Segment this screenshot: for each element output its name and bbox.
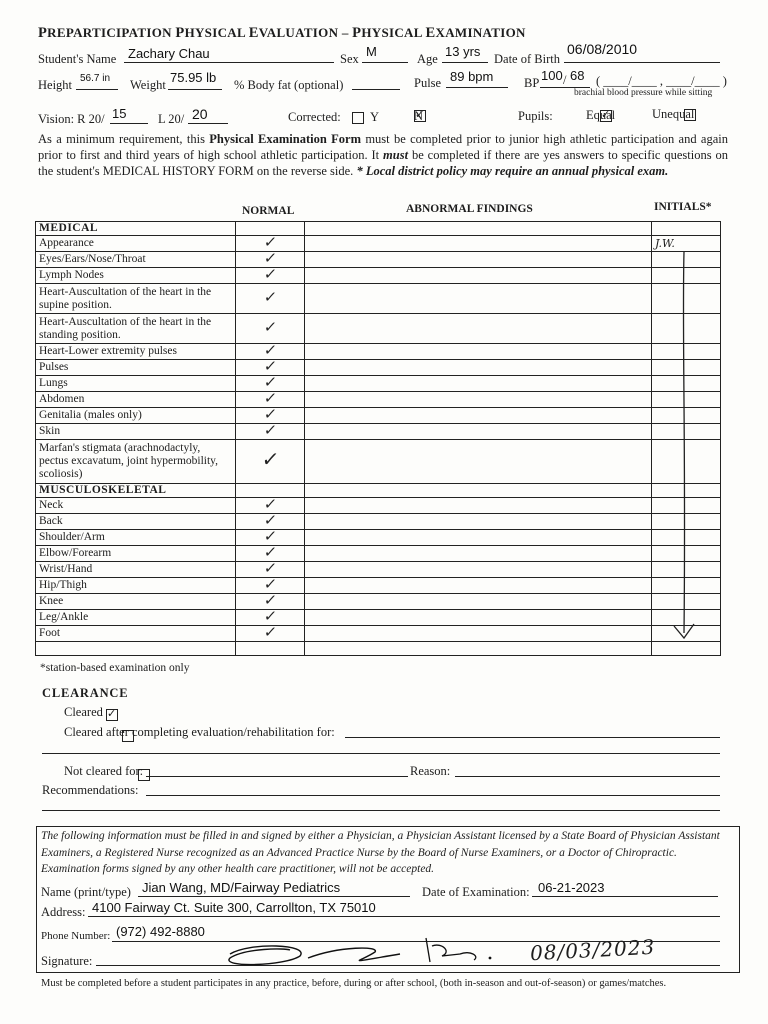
signature-scribble (190, 932, 520, 972)
station-note: *station-based examination only (40, 662, 190, 674)
exam-date-label: Date of Examination: (422, 885, 530, 899)
bp-slash: / (563, 73, 567, 87)
exam-row-label: Knee (36, 594, 236, 610)
recommendations-label: Recommendations: (42, 783, 139, 797)
abnormal-cell[interactable] (305, 314, 652, 344)
bp-extra-readings: ( ____/____ , ____/____ ) (596, 74, 727, 88)
cleared-after-label: Cleared after completing evaluation/rehabilitation for: (64, 725, 335, 739)
abnormal-cell[interactable] (305, 530, 652, 546)
abnormal-cell[interactable] (305, 514, 652, 530)
age-field[interactable]: 13 yrs (445, 44, 481, 59)
abnormal-cell[interactable] (305, 252, 652, 268)
pulse-label: Pulse (414, 76, 442, 90)
abnormal-cell[interactable] (305, 344, 652, 360)
phone-field[interactable]: (972) 492-8880 (116, 924, 205, 939)
initials-arrow-mark (660, 248, 710, 648)
signature-date: 08/03/2023 (529, 934, 656, 966)
col-abnormal-header: ABNORMAL FINDINGS (406, 203, 533, 215)
abnormal-cell[interactable] (305, 408, 652, 424)
exam-table (35, 221, 721, 656)
footer-note: Must be completed before a student participates in any practice, before, during or after school, (both in-season and out-of-season) or games/matches. (41, 978, 667, 989)
form-title: PREPARTICIPATION PHYSICAL EVALUATION – PHYSICAL EXAMINATION (38, 25, 526, 41)
not-cleared-label: Not cleared for: (64, 764, 144, 778)
abnormal-cell[interactable] (305, 284, 652, 314)
abnormal-cell[interactable] (305, 424, 652, 440)
section-musculoskeletal: MUSCULOSKELETAL (36, 484, 236, 498)
vision-left-label: L 20/ (158, 112, 185, 126)
exam-row-label: Abdomen (36, 392, 236, 408)
normal-cell[interactable]: ✓ (236, 498, 305, 514)
bp-label: BP (524, 76, 540, 90)
corrected-label: Corrected: (288, 110, 341, 124)
normal-cell[interactable]: ✓ (236, 562, 305, 578)
sex-field[interactable]: M (366, 44, 377, 59)
dob-field[interactable]: 06/08/2010 (567, 41, 638, 57)
bp-systolic-field[interactable]: 100 (541, 68, 563, 83)
pulse-field[interactable]: 89 bpm (450, 69, 494, 84)
exam-row-label: Neck (36, 498, 236, 514)
exam-row-label: Appearance (36, 236, 236, 252)
abnormal-cell[interactable] (305, 376, 652, 392)
exam-row-label: Hip/Thigh (36, 578, 236, 594)
normal-cell[interactable]: ✓ (236, 408, 305, 424)
abnormal-cell[interactable] (305, 392, 652, 408)
abnormal-cell[interactable] (305, 626, 652, 642)
normal-cell[interactable]: ✓ (236, 626, 305, 642)
exam-date-field[interactable]: 06-21-2023 (538, 880, 605, 895)
normal-cell[interactable]: ✓ (236, 424, 305, 440)
normal-cell[interactable]: ✓ (236, 594, 305, 610)
exam-row-label: Foot (36, 626, 236, 642)
height-label: Height (38, 78, 73, 92)
cleared-label: Cleared (64, 705, 103, 719)
normal-cell[interactable]: ✓ (236, 236, 305, 252)
abnormal-cell[interactable] (305, 268, 652, 284)
address-field[interactable]: 4100 Fairway Ct. Suite 300, Carrollton, TX 75010 (92, 900, 376, 915)
vision-right-label: Vision: R 20/ (38, 112, 105, 126)
student-name-field[interactable]: Zachary Chau (128, 46, 210, 61)
reason-label: Reason: (410, 764, 451, 778)
abnormal-cell[interactable] (305, 546, 652, 562)
address-label: Address: (41, 905, 86, 919)
exam-row-label: Heart-Auscultation of the heart in the standing position. (36, 314, 236, 344)
normal-cell[interactable]: ✓ (236, 578, 305, 594)
abnormal-cell[interactable] (305, 498, 652, 514)
signature-label: Signature: (41, 954, 93, 968)
weight-field[interactable]: 75.95 lb (170, 70, 217, 85)
sex-label: Sex (340, 52, 359, 66)
abnormal-cell[interactable] (305, 578, 652, 594)
exam-row-label: Elbow/Forearm (36, 546, 236, 562)
exam-row-label: Genitalia (males only) (36, 408, 236, 424)
normal-cell[interactable]: ✓ (236, 376, 305, 392)
height-field[interactable]: 56.7 in (80, 73, 111, 84)
vision-right-field[interactable]: 15 (112, 106, 127, 121)
bp-diastolic-field[interactable]: 68 (570, 68, 585, 83)
exam-row-label: Leg/Ankle (36, 610, 236, 626)
normal-cell[interactable]: ✓ (236, 514, 305, 530)
physician-notice: The following information must be filled in and signed by either a Physician, a Physician Assistant licensed by a State Board of Physician Assistant Examiners, a Registered Nurse recognized as an Advanced Practice Nurse by the Board of Nurse Examiners, or a Doctor of Chiropractic. Examination forms signed by any other health care practitioner, will not be accepted. (41, 830, 720, 875)
normal-cell[interactable]: ✓ (236, 360, 305, 376)
exam-row-label: Heart-Lower extremity pulses (36, 344, 236, 360)
corrected-yes-label: Y (370, 110, 380, 124)
bp-note: brachial blood pressure while sitting (574, 88, 713, 98)
exam-row-label: Marfan's stigmata (arachnodactyly, pectus excavatum, joint hypermobility, scoliosis) (36, 440, 236, 484)
dob-label: Date of Birth (494, 52, 560, 66)
normal-cell[interactable]: ✓ (236, 314, 305, 344)
exam-row-label: Skin (36, 424, 236, 440)
physician-name-label: Name (print/type) (41, 885, 131, 899)
exam-row-label: Heart-Auscultation of the heart in the supine position. (36, 284, 236, 314)
pupils-unequal-label: Unequal (652, 107, 695, 121)
exam-row-label: Back (36, 514, 236, 530)
intro-paragraph: As a minimum requirement, this Physical Examination Form must be completed prior to junior high athletic participation and again prior to first and third years of high school athletic participation. It must be completed if there are yes answers to specific questions on the student's MEDICAL HISTORY FORM on the reverse side. * Local district policy may require an annual physical exam. (38, 132, 728, 178)
col-normal-header: NORMAL (242, 205, 295, 217)
age-label: Age (417, 52, 438, 66)
physician-name-field[interactable]: Jian Wang, MD/Fairway Pediatrics (142, 880, 341, 895)
abnormal-cell[interactable] (305, 236, 652, 252)
exam-row-label: Eyes/Ears/Nose/Throat (36, 252, 236, 268)
exam-row-label: Pulses (36, 360, 236, 376)
section-medical: MEDICAL (36, 222, 236, 236)
normal-cell[interactable]: ✓ (236, 546, 305, 562)
exam-row-label: Lymph Nodes (36, 268, 236, 284)
normal-cell[interactable]: ✓ (236, 440, 305, 484)
abnormal-cell[interactable] (305, 562, 652, 578)
weight-label: Weight (130, 78, 166, 92)
student-name-label: Student's Name (38, 52, 117, 66)
exam-row-label: Lungs (36, 376, 236, 392)
normal-cell[interactable]: ✓ (236, 252, 305, 268)
pupils-equal-label: Equal (586, 108, 616, 122)
corrected-no-label: N (414, 109, 424, 123)
normal-cell[interactable]: ✓ (236, 610, 305, 626)
vision-left-field[interactable]: 20 (192, 106, 208, 122)
clearance-header: CLEARANCE (42, 686, 129, 700)
abnormal-cell[interactable] (305, 440, 652, 484)
abnormal-cell[interactable] (305, 360, 652, 376)
initials-cell[interactable]: J.W. (652, 236, 721, 252)
exam-row-label: Shoulder/Arm (36, 530, 236, 546)
col-initials-header: INITIALS* (654, 201, 712, 213)
normal-cell[interactable]: ✓ (236, 530, 305, 546)
bodyfat-label: % Body fat (optional) (234, 78, 344, 92)
pupils-label: Pupils: (518, 109, 553, 123)
exam-row-label: Wrist/Hand (36, 562, 236, 578)
abnormal-cell[interactable] (305, 610, 652, 626)
corrected-yes-checkbox[interactable] (352, 112, 364, 124)
normal-cell[interactable]: ✓ (236, 284, 305, 314)
normal-cell[interactable]: ✓ (236, 268, 305, 284)
normal-cell[interactable]: ✓ (236, 344, 305, 360)
abnormal-cell[interactable] (305, 594, 652, 610)
normal-cell[interactable]: ✓ (236, 392, 305, 408)
phone-label: Phone Number: (41, 930, 111, 942)
cleared-checkbox[interactable] (106, 709, 118, 721)
